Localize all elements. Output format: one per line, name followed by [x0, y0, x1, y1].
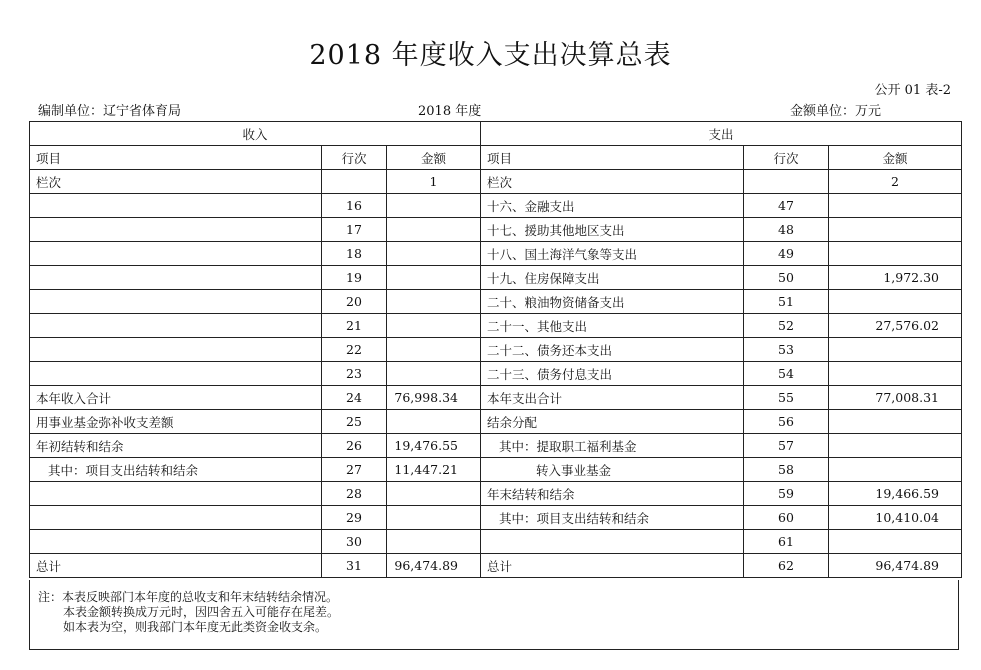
- income-amount-cell: 11,447.21: [387, 458, 481, 482]
- income-item-cell: 本年收入合计: [30, 386, 322, 410]
- income-item-cell: [30, 506, 322, 530]
- expense-amount-cell: 77,008.31: [829, 386, 962, 410]
- expense-item-cell: 十八、国土海洋气象等支出: [481, 242, 744, 266]
- income-amount-cell: 76,998.34: [387, 386, 481, 410]
- income-item-cell: [30, 266, 322, 290]
- expense-item-cell: 本年支出合计: [481, 386, 744, 410]
- table-row: [30, 434, 962, 458]
- income-amount-cell: [387, 290, 481, 314]
- table-row: [30, 386, 962, 410]
- income-amount-header: 金额: [387, 146, 481, 170]
- income-amount-cell: [387, 242, 481, 266]
- expense-item-cell: 二十、粮油物资储备支出: [481, 290, 744, 314]
- income-item-cell: [30, 338, 322, 362]
- expense-amount-cell: [829, 458, 962, 482]
- column-index-row: [30, 170, 962, 194]
- expense-item-cell: 总计: [481, 554, 744, 578]
- income-item-cell: [30, 314, 322, 338]
- table-row: [30, 290, 962, 314]
- table-row: [30, 506, 962, 530]
- page-title: 2018 年度收入支出决算总表: [309, 40, 672, 71]
- income-row-cell: 23: [322, 362, 387, 386]
- income-row-cell: 24: [322, 386, 387, 410]
- expense-row-cell: 51: [744, 290, 829, 314]
- expense-row-cell: 62: [744, 554, 829, 578]
- expense-amount-cell: [829, 410, 962, 434]
- table-row: [30, 338, 962, 362]
- expense-item-cell: 转入事业基金: [481, 458, 744, 482]
- income-amount-cell: [387, 362, 481, 386]
- expense-item-cell: 十七、援助其他地区支出: [481, 218, 744, 242]
- income-item-cell: 其中：项目支出结转和结余: [30, 458, 322, 482]
- section-header-row: [30, 122, 962, 146]
- expense-lanci-row: [744, 170, 829, 194]
- income-row-cell: 27: [322, 458, 387, 482]
- expense-item-cell: 二十一、其他支出: [481, 314, 744, 338]
- table-row: [30, 482, 962, 506]
- expense-amount-cell: 19,466.59: [829, 482, 962, 506]
- income-row-cell: 22: [322, 338, 387, 362]
- expense-amount-cell: 27,576.02: [829, 314, 962, 338]
- income-amount-cell: [387, 266, 481, 290]
- expense-row-cell: 48: [744, 218, 829, 242]
- expense-header: 支出: [481, 122, 962, 146]
- income-item-cell: [30, 362, 322, 386]
- expense-row-cell: 54: [744, 362, 829, 386]
- table-row: [30, 362, 962, 386]
- income-lanci-row: [322, 170, 387, 194]
- income-item-cell: [30, 482, 322, 506]
- income-amount-cell: [387, 218, 481, 242]
- expense-item-cell: 十九、住房保障支出: [481, 266, 744, 290]
- note-line-3: 如本表为空，则我部门本年度无此类资金收支余。: [63, 620, 328, 634]
- notes-box: [29, 580, 959, 650]
- expense-row-header: 行次: [744, 146, 829, 170]
- note-line-1: 注：本表反映部门本年度的总收支和年末结转结余情况。: [38, 590, 339, 604]
- income-amount-cell: 96,474.89: [387, 554, 481, 578]
- table-row: [30, 242, 962, 266]
- income-row-cell: 28: [322, 482, 387, 506]
- expense-item-cell: 年末结转和结余: [481, 482, 744, 506]
- expense-row-cell: 52: [744, 314, 829, 338]
- expense-amount-cell: [829, 290, 962, 314]
- income-amount-cell: [387, 410, 481, 434]
- expense-row-cell: 56: [744, 410, 829, 434]
- expense-amount-cell: [829, 242, 962, 266]
- expense-amount-cell: 96,474.89: [829, 554, 962, 578]
- income-row-cell: 16: [322, 194, 387, 218]
- expense-item-cell: 十六、金融支出: [481, 194, 744, 218]
- income-amount-cell: [387, 314, 481, 338]
- income-lanci-label: 栏次: [30, 170, 322, 194]
- income-header: 收入: [30, 122, 481, 146]
- year-label: 2018 年度: [418, 104, 482, 119]
- expense-row-cell: 58: [744, 458, 829, 482]
- table-row: [30, 266, 962, 290]
- column-header-row: [30, 146, 962, 170]
- income-amount-cell: 19,476.55: [387, 434, 481, 458]
- income-row-cell: 19: [322, 266, 387, 290]
- expense-row-cell: 60: [744, 506, 829, 530]
- income-expense-table: [29, 121, 962, 578]
- expense-lanci-number: 2: [829, 170, 962, 194]
- income-item-cell: [30, 530, 322, 554]
- table-row: [30, 554, 962, 578]
- expense-item-cell: [481, 530, 744, 554]
- expense-lanci-label: 栏次: [481, 170, 744, 194]
- income-row-cell: 29: [322, 506, 387, 530]
- income-amount-cell: [387, 506, 481, 530]
- expense-row-cell: 59: [744, 482, 829, 506]
- expense-amount-cell: [829, 194, 962, 218]
- table-row: [30, 530, 962, 554]
- expense-amount-cell: [829, 218, 962, 242]
- table-row: [30, 194, 962, 218]
- income-item-cell: [30, 290, 322, 314]
- income-row-header: 行次: [322, 146, 387, 170]
- expense-row-cell: 50: [744, 266, 829, 290]
- expense-row-cell: 57: [744, 434, 829, 458]
- note-line-2: 本表金额转换成万元时，因四舍五入可能存在尾差。: [63, 605, 340, 619]
- expense-amount-header: 金额: [829, 146, 962, 170]
- income-item-cell: 用事业基金弥补收支差额: [30, 410, 322, 434]
- expense-amount-cell: [829, 362, 962, 386]
- income-amount-cell: [387, 482, 481, 506]
- expense-amount-cell: [829, 434, 962, 458]
- income-item-cell: 总计: [30, 554, 322, 578]
- income-amount-cell: [387, 194, 481, 218]
- income-row-cell: 25: [322, 410, 387, 434]
- table-row: [30, 410, 962, 434]
- income-amount-cell: [387, 338, 481, 362]
- income-item-cell: [30, 194, 322, 218]
- expense-row-cell: 49: [744, 242, 829, 266]
- unit-label: 金额单位：万元: [790, 104, 882, 119]
- income-row-cell: 17: [322, 218, 387, 242]
- form-number: 公开 01 表-2: [874, 83, 951, 98]
- income-row-cell: 30: [322, 530, 387, 554]
- expense-amount-cell: 1,972.30: [829, 266, 962, 290]
- income-row-cell: 21: [322, 314, 387, 338]
- income-item-header: 项目: [30, 146, 322, 170]
- expense-item-cell: 二十三、债务付息支出: [481, 362, 744, 386]
- expense-item-header: 项目: [481, 146, 744, 170]
- expense-item-cell: 其中：提取职工福利基金: [481, 434, 744, 458]
- income-amount-cell: [387, 530, 481, 554]
- income-item-cell: [30, 218, 322, 242]
- table-row: [30, 458, 962, 482]
- expense-item-cell: 结余分配: [481, 410, 744, 434]
- expense-amount-cell: [829, 338, 962, 362]
- income-row-cell: 20: [322, 290, 387, 314]
- income-item-cell: [30, 242, 322, 266]
- expense-row-cell: 47: [744, 194, 829, 218]
- table-row: [30, 314, 962, 338]
- income-item-cell: 年初结转和结余: [30, 434, 322, 458]
- table-row: [30, 218, 962, 242]
- expense-item-cell: 二十二、债务还本支出: [481, 338, 744, 362]
- expense-row-cell: 61: [744, 530, 829, 554]
- expense-item-cell: 其中：项目支出结转和结余: [481, 506, 744, 530]
- expense-amount-cell: 10,410.04: [829, 506, 962, 530]
- income-lanci-number: 1: [387, 170, 481, 194]
- org-label: 编制单位：辽宁省体育局: [38, 104, 182, 119]
- income-row-cell: 26: [322, 434, 387, 458]
- income-row-cell: 18: [322, 242, 387, 266]
- expense-row-cell: 53: [744, 338, 829, 362]
- income-row-cell: 31: [322, 554, 387, 578]
- expense-amount-cell: [829, 530, 962, 554]
- expense-row-cell: 55: [744, 386, 829, 410]
